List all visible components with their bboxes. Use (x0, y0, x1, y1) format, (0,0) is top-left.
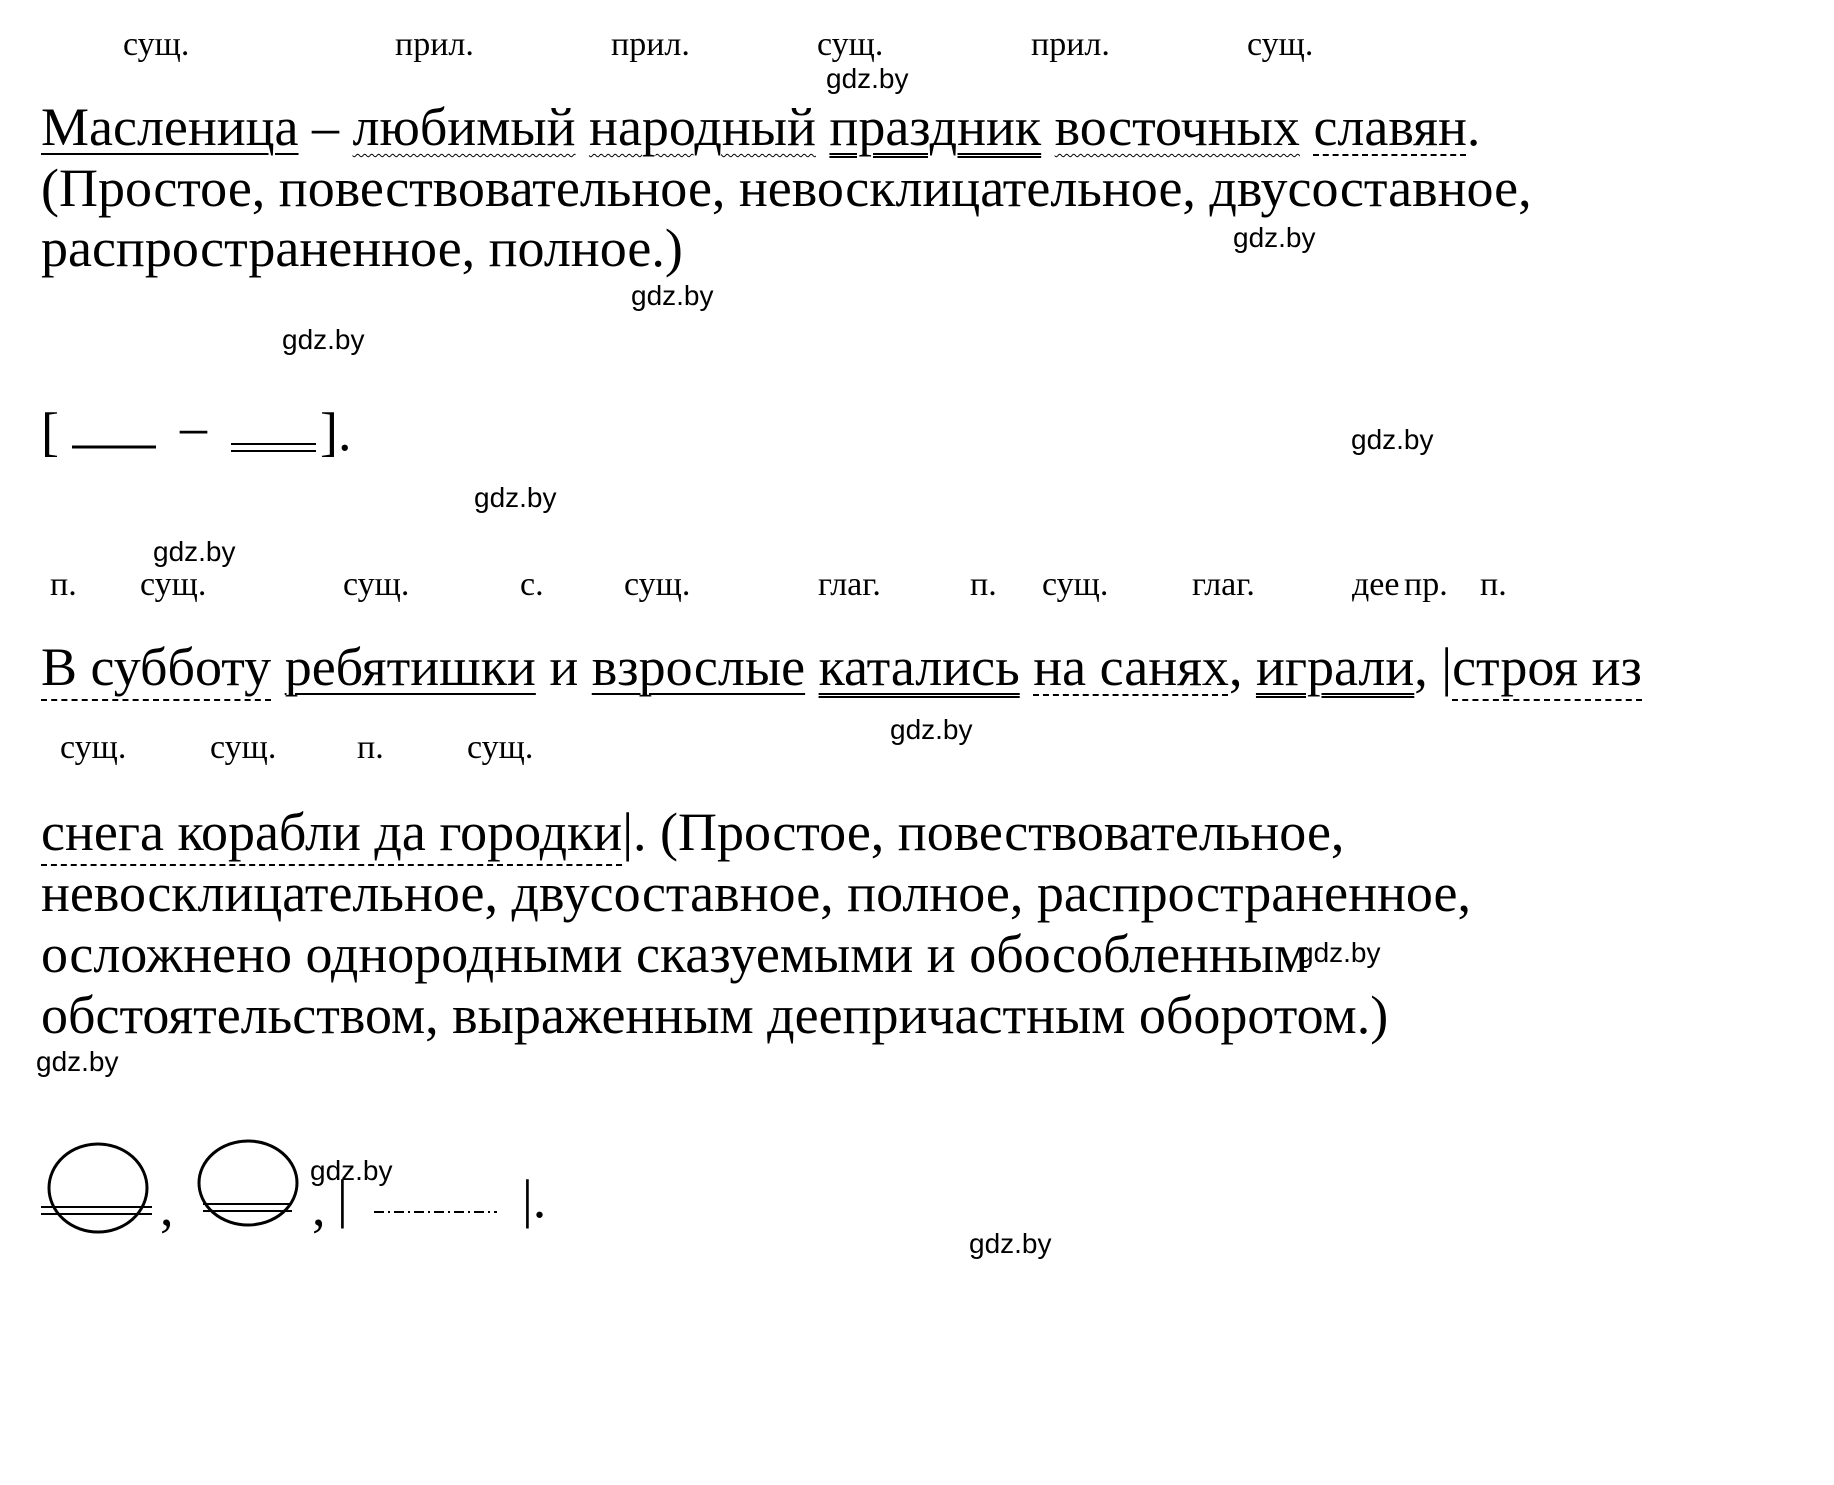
pos-label: сущ. (624, 566, 691, 603)
watermark: gdz.by (1351, 424, 1434, 455)
scheme-open-bracket: [ (41, 402, 59, 462)
scheme-close-bracket: ]. (320, 402, 352, 462)
participle-boundary: | (1441, 637, 1453, 697)
comma: , (1414, 637, 1428, 697)
object-word: славян (1313, 97, 1467, 157)
conjunction: и (549, 637, 579, 697)
scheme-comma: , (160, 1177, 174, 1237)
watermark: gdz.by (1298, 937, 1381, 968)
scheme-comma: , (312, 1177, 326, 1237)
pos-label: пр. (1404, 566, 1448, 603)
pos-label: сущ. (140, 566, 207, 603)
watermark: gdz.by (474, 482, 557, 513)
pos-label: прил. (611, 26, 690, 63)
pos-label: сущ. (60, 729, 127, 766)
object-phrase: на санях (1033, 637, 1229, 697)
pos-label: с. (520, 566, 544, 603)
sentence-1-description-line: распространенное, полное.) (41, 218, 683, 278)
attribute-word: любимый (352, 97, 576, 157)
pos-label: сущ. (1042, 566, 1109, 603)
predicate-word: праздник (829, 97, 1042, 157)
pos-label: сущ. (123, 26, 190, 63)
period: . (1466, 97, 1481, 157)
participle-phrase: снега корабли да городки (41, 802, 622, 866)
subject-word: ребятишки (284, 637, 536, 697)
pos-label: глаг. (1192, 566, 1255, 603)
sentence-2-description-line: осложнено однородными сказуемыми и обособленным (41, 924, 1309, 984)
subject-word: Масленица (41, 97, 299, 157)
watermark: gdz.by (1233, 222, 1316, 253)
pos-label: прил. (395, 26, 474, 63)
pos-label: п. (970, 566, 997, 603)
sentence-2-description-start: . (Простое, повествовательное, (633, 802, 1345, 862)
pos-label: сущ. (817, 26, 884, 63)
predicate-word: катались (818, 637, 1020, 697)
subject-word: взрослые (591, 637, 806, 697)
pos-label: сущ. (1247, 26, 1314, 63)
scheme-end: |. (522, 1169, 547, 1229)
watermark: gdz.by (153, 536, 236, 567)
adverbial-phrase: В субботу (41, 637, 271, 701)
pos-label: сущ. (210, 729, 277, 766)
dash: – (312, 97, 340, 157)
pos-label: п. (1480, 566, 1507, 603)
scheme-bar: | (337, 1169, 348, 1229)
watermark: gdz.by (310, 1155, 393, 1186)
pos-label: прил. (1031, 26, 1110, 63)
pos-label: сущ. (467, 729, 534, 766)
pos-label: дее (1352, 566, 1400, 603)
sentence-2-description-line: невосклицательное, двусоставное, полное, распространенное, (41, 863, 1471, 923)
pos-label: глаг. (818, 566, 881, 603)
comma: , (1228, 637, 1243, 697)
predicate-word: играли (1255, 637, 1415, 697)
watermark: gdz.by (890, 714, 973, 745)
watermark: gdz.by (631, 280, 714, 311)
sentence-2-description-line: обстоятельством, выраженным деепричастным оборотом.) (41, 985, 1389, 1045)
pos-label: сущ. (343, 566, 410, 603)
participle-phrase: строя из (1452, 637, 1642, 701)
pos-label: п. (50, 566, 77, 603)
sentence-1-description-line: (Простое, повествовательное, невосклицательное, двусоставное, (41, 158, 1532, 218)
scheme-dash: – (180, 397, 207, 457)
homogeneous-subject-circle (199, 1141, 297, 1225)
pos-label: п. (357, 729, 384, 766)
watermark: gdz.by (282, 324, 365, 355)
watermark: gdz.by (969, 1228, 1052, 1259)
participle-boundary: | (622, 802, 633, 862)
attribute-word: восточных (1054, 97, 1300, 157)
homogeneous-subject-circle (49, 1144, 147, 1232)
watermark: gdz.by (826, 63, 909, 94)
attribute-word: народный (589, 97, 816, 157)
watermark: gdz.by (36, 1046, 119, 1077)
